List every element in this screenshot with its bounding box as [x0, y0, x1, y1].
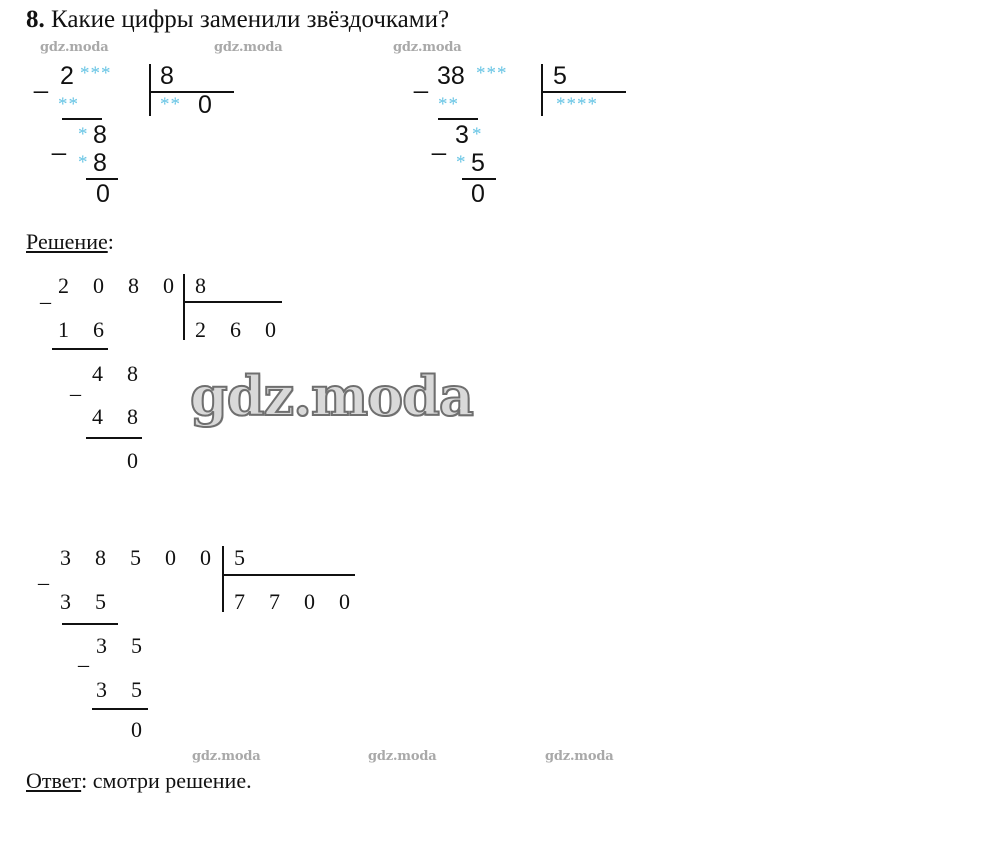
- divisor-underline: [542, 91, 626, 93]
- digit: 2: [195, 317, 206, 342]
- digit: 5: [131, 677, 142, 702]
- subtrahend-star: *: [78, 152, 89, 173]
- digit: 8: [127, 361, 138, 386]
- remainder: 0: [127, 448, 138, 473]
- answer-line: [26, 768, 252, 794]
- digit: 7: [269, 589, 280, 614]
- remainder-digit: 8: [93, 121, 107, 149]
- line: [92, 708, 148, 710]
- minus-sign: _: [52, 128, 66, 156]
- digit: 3: [96, 677, 107, 702]
- watermark-large: gdz.moda: [190, 364, 473, 428]
- division-bar: [222, 546, 224, 612]
- answer-text: : смотри решение.: [81, 768, 252, 793]
- digit: 6: [93, 317, 104, 342]
- digit: 0: [200, 545, 211, 570]
- digit: 3: [60, 545, 71, 570]
- line: [62, 623, 118, 625]
- divisor: 5: [553, 62, 567, 90]
- divisor-underline: [150, 91, 234, 93]
- digit: 5: [131, 633, 142, 658]
- digit: 0: [163, 273, 174, 298]
- digit: 7: [234, 589, 245, 614]
- remainder-star: *: [78, 124, 89, 145]
- line: [62, 118, 102, 120]
- digit: 4: [92, 404, 103, 429]
- division-bar: [183, 274, 185, 340]
- quotient-stars: **: [160, 94, 181, 115]
- subtrahend-digit: 5: [471, 149, 485, 177]
- subtrahend: [96, 677, 166, 703]
- minus-sign: _: [414, 66, 428, 94]
- digit: 0: [304, 589, 315, 614]
- minus-sign: _: [78, 644, 89, 669]
- dividend-digits: 38: [437, 62, 465, 90]
- digit: 1: [58, 317, 69, 342]
- digit: 3: [60, 589, 71, 614]
- remainder-digit: 3: [455, 121, 469, 149]
- solution-label: Решение:: [26, 229, 114, 254]
- subtrahend-digit: 8: [93, 149, 107, 177]
- minus-sign: _: [40, 281, 51, 306]
- line: [438, 118, 478, 120]
- subtrahend: [92, 404, 162, 430]
- divisor: 8: [160, 62, 174, 90]
- digit: 0: [339, 589, 350, 614]
- answer-label: Ответ: [26, 768, 82, 793]
- subtrahend-stars: **: [438, 94, 459, 115]
- quotient-digit: 0: [198, 91, 212, 119]
- dividend: [58, 273, 198, 299]
- task-heading: [26, 6, 449, 34]
- digit: 8: [128, 273, 139, 298]
- task-question: Какие цифры заменили звёздочками?: [51, 6, 450, 33]
- remainder: 0: [471, 180, 485, 208]
- subtrahend-stars: **: [58, 94, 79, 115]
- digit: 2: [58, 273, 69, 298]
- digit: 0: [265, 317, 276, 342]
- minus-sign: _: [34, 66, 48, 94]
- digit: 0: [93, 273, 104, 298]
- subtrahend: [60, 589, 130, 615]
- divisor-underline: [223, 574, 355, 576]
- digit: 0: [165, 545, 176, 570]
- digit: 4: [92, 361, 103, 386]
- digit: 8: [127, 404, 138, 429]
- division-bar: [149, 64, 151, 116]
- division-bar: [541, 64, 543, 116]
- minus-sign: _: [70, 373, 81, 398]
- partial-dividend: [92, 361, 162, 387]
- partial-dividend: [96, 633, 166, 659]
- digit: 8: [95, 545, 106, 570]
- watermark: gdz.moda: [40, 40, 109, 55]
- digit: 5: [95, 589, 106, 614]
- divisor: 8: [195, 273, 206, 298]
- subtrahend: [58, 317, 128, 343]
- digit: 6: [230, 317, 241, 342]
- task-number: 8.: [26, 6, 45, 33]
- quotient: [234, 589, 374, 615]
- minus-sign: _: [38, 562, 49, 587]
- subtrahend-star: *: [456, 152, 467, 173]
- line: [86, 437, 142, 439]
- digit: 5: [130, 545, 141, 570]
- line: [52, 348, 108, 350]
- dividend: [60, 545, 235, 571]
- remainder: 0: [96, 180, 110, 208]
- digit: 3: [96, 633, 107, 658]
- remainder: 0: [131, 717, 142, 742]
- divisor: 5: [234, 545, 245, 570]
- watermark: gdz.moda: [368, 749, 437, 764]
- quotient-stars: ****: [556, 94, 598, 115]
- watermark: gdz.moda: [545, 749, 614, 764]
- minus-sign: _: [432, 128, 446, 156]
- watermark: gdz.moda: [214, 40, 283, 55]
- quotient: [195, 317, 300, 343]
- remainder-star: *: [472, 124, 483, 145]
- dividend-stars: ***: [476, 63, 508, 84]
- watermark: gdz.moda: [192, 749, 261, 764]
- dividend-stars: ***: [80, 63, 112, 84]
- dividend-digit: 2: [60, 62, 74, 90]
- watermark: gdz.moda: [393, 40, 462, 55]
- divisor-underline: [184, 301, 282, 303]
